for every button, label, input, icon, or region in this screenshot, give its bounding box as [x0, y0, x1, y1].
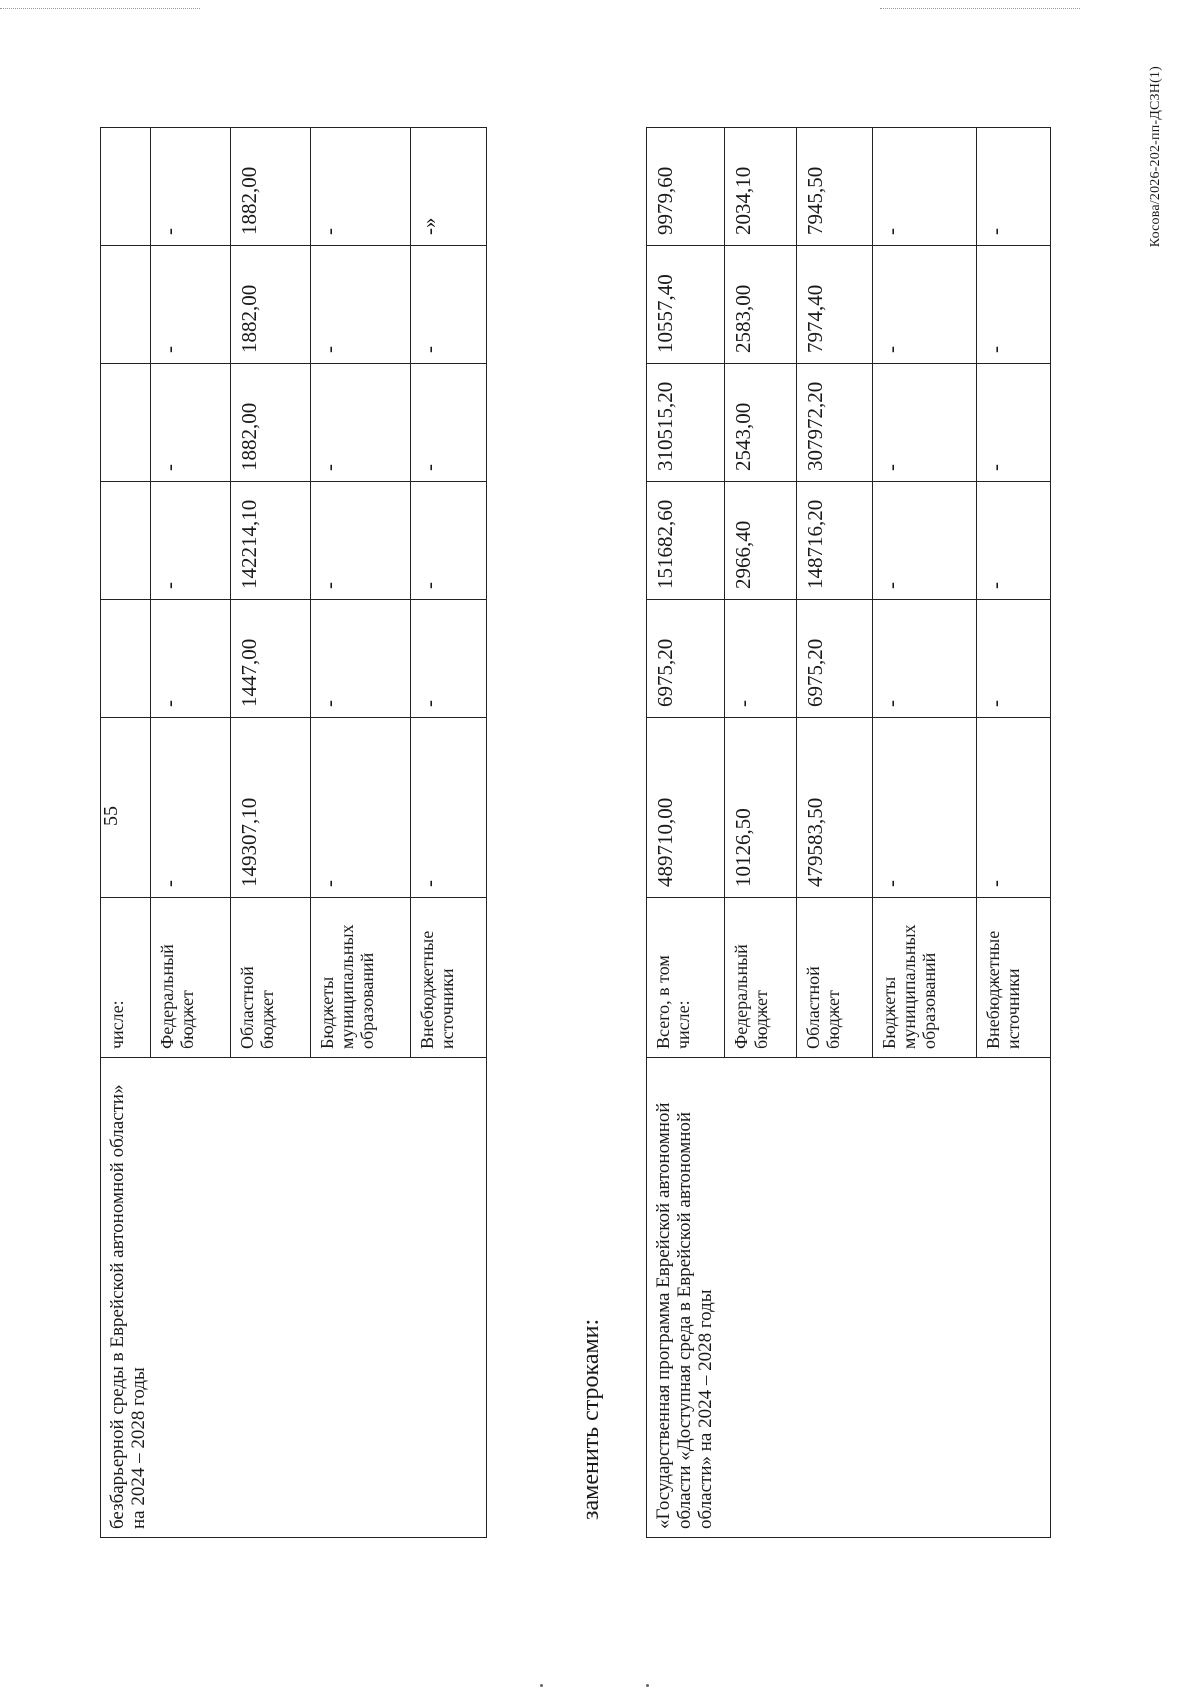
value-cell: - — [151, 128, 231, 246]
value-cell: 7945,50 — [797, 128, 873, 246]
value-cell: - — [873, 482, 977, 600]
value-cell: 6975,20 — [647, 600, 725, 718]
value-cell: - — [977, 600, 1051, 718]
financing-table-old — [100, 127, 487, 1538]
value-cell: 307972,20 — [797, 364, 873, 482]
value-cell: - — [725, 600, 797, 718]
value-cell: - — [411, 718, 487, 898]
value-cell: - — [873, 600, 977, 718]
value-cell: 10126,50 — [725, 718, 797, 898]
footer-document-code: Косова/2026-202-пп-ДСЗН(1) — [1148, 66, 1163, 248]
value-cell: 9979,60 — [647, 128, 725, 246]
value-cell: 1882,00 — [231, 246, 311, 364]
value-cell: - — [311, 246, 411, 364]
value-cell — [101, 364, 151, 482]
table-row — [101, 128, 151, 1538]
value-cell: - — [977, 364, 1051, 482]
value-cell: - — [311, 718, 411, 898]
value-cell: - — [873, 718, 977, 898]
value-cell: 310515,20 — [647, 364, 725, 482]
value-cell: 10557,40 — [647, 246, 725, 364]
value-cell: -» — [411, 128, 487, 246]
value-cell — [101, 482, 151, 600]
value-cell: 2583,00 — [725, 246, 797, 364]
table-row — [647, 128, 725, 1538]
funding-source-cell: Областной бюджет — [231, 898, 311, 1058]
value-cell: - — [977, 718, 1051, 898]
value-cell: 2966,40 — [725, 482, 797, 600]
value-cell: 151682,60 — [647, 482, 725, 600]
value-cell: - — [977, 128, 1051, 246]
funding-source-cell: Бюджеты муниципальных образований — [311, 898, 411, 1058]
financing-table-new — [646, 127, 1051, 1538]
value-cell — [101, 128, 151, 246]
value-cell: - — [977, 482, 1051, 600]
funding-source-cell: Внебюджетные источники — [977, 898, 1051, 1058]
value-cell: 1882,00 — [231, 128, 311, 246]
value-cell: - — [151, 364, 231, 482]
value-cell: - — [411, 246, 487, 364]
value-cell: - — [151, 718, 231, 898]
value-cell: - — [151, 600, 231, 718]
value-cell: 2034,10 — [725, 128, 797, 246]
value-cell: - — [311, 600, 411, 718]
funding-source-cell: Бюджеты муниципальных образований — [873, 898, 977, 1058]
page-number: 55 — [100, 806, 122, 826]
value-cell: 1447,00 — [231, 600, 311, 718]
value-cell: 149307,10 — [231, 718, 311, 898]
value-cell — [101, 600, 151, 718]
value-cell: - — [311, 482, 411, 600]
value-cell: - — [311, 364, 411, 482]
value-cell: - — [411, 600, 487, 718]
funding-source-cell: Областной бюджет — [797, 898, 873, 1058]
value-cell: 6975,20 — [797, 600, 873, 718]
value-cell: 142214,10 — [231, 482, 311, 600]
value-cell — [101, 246, 151, 364]
value-cell: - — [873, 364, 977, 482]
value-cell — [101, 718, 151, 898]
funding-source-cell: Внебюджетные источники — [411, 898, 487, 1058]
value-cell: - — [411, 364, 487, 482]
value-cell: 489710,00 — [647, 718, 725, 898]
value-cell: - — [151, 482, 231, 600]
funding-source-cell: числе: — [101, 898, 151, 1058]
value-cell: 479583,50 — [797, 718, 873, 898]
value-cell: 148716,20 — [797, 482, 873, 600]
value-cell: 1882,00 — [231, 364, 311, 482]
value-cell: 7974,40 — [797, 246, 873, 364]
funding-source-cell: Федеральный бюджет — [151, 898, 231, 1058]
program-title-cell: безбарьерной среды в Еврейской автономной области» на 2024 – 2028 годы — [101, 1058, 487, 1538]
funding-source-cell: Всего, в том числе: — [647, 898, 725, 1058]
program-title-cell: «Государственная программа Еврейской автономной области «Доступная среда в Еврейской автономной области» на 2024 – 2028 годы — [647, 1058, 1051, 1538]
value-cell: - — [873, 128, 977, 246]
value-cell: - — [411, 482, 487, 600]
value-cell: - — [151, 246, 231, 364]
value-cell: - — [873, 246, 977, 364]
funding-source-cell: Федеральный бюджет — [725, 898, 797, 1058]
replace-instruction-text: заменить строками: — [578, 1318, 604, 1520]
value-cell: 2543,00 — [725, 364, 797, 482]
value-cell: - — [977, 246, 1051, 364]
value-cell: - — [311, 128, 411, 246]
